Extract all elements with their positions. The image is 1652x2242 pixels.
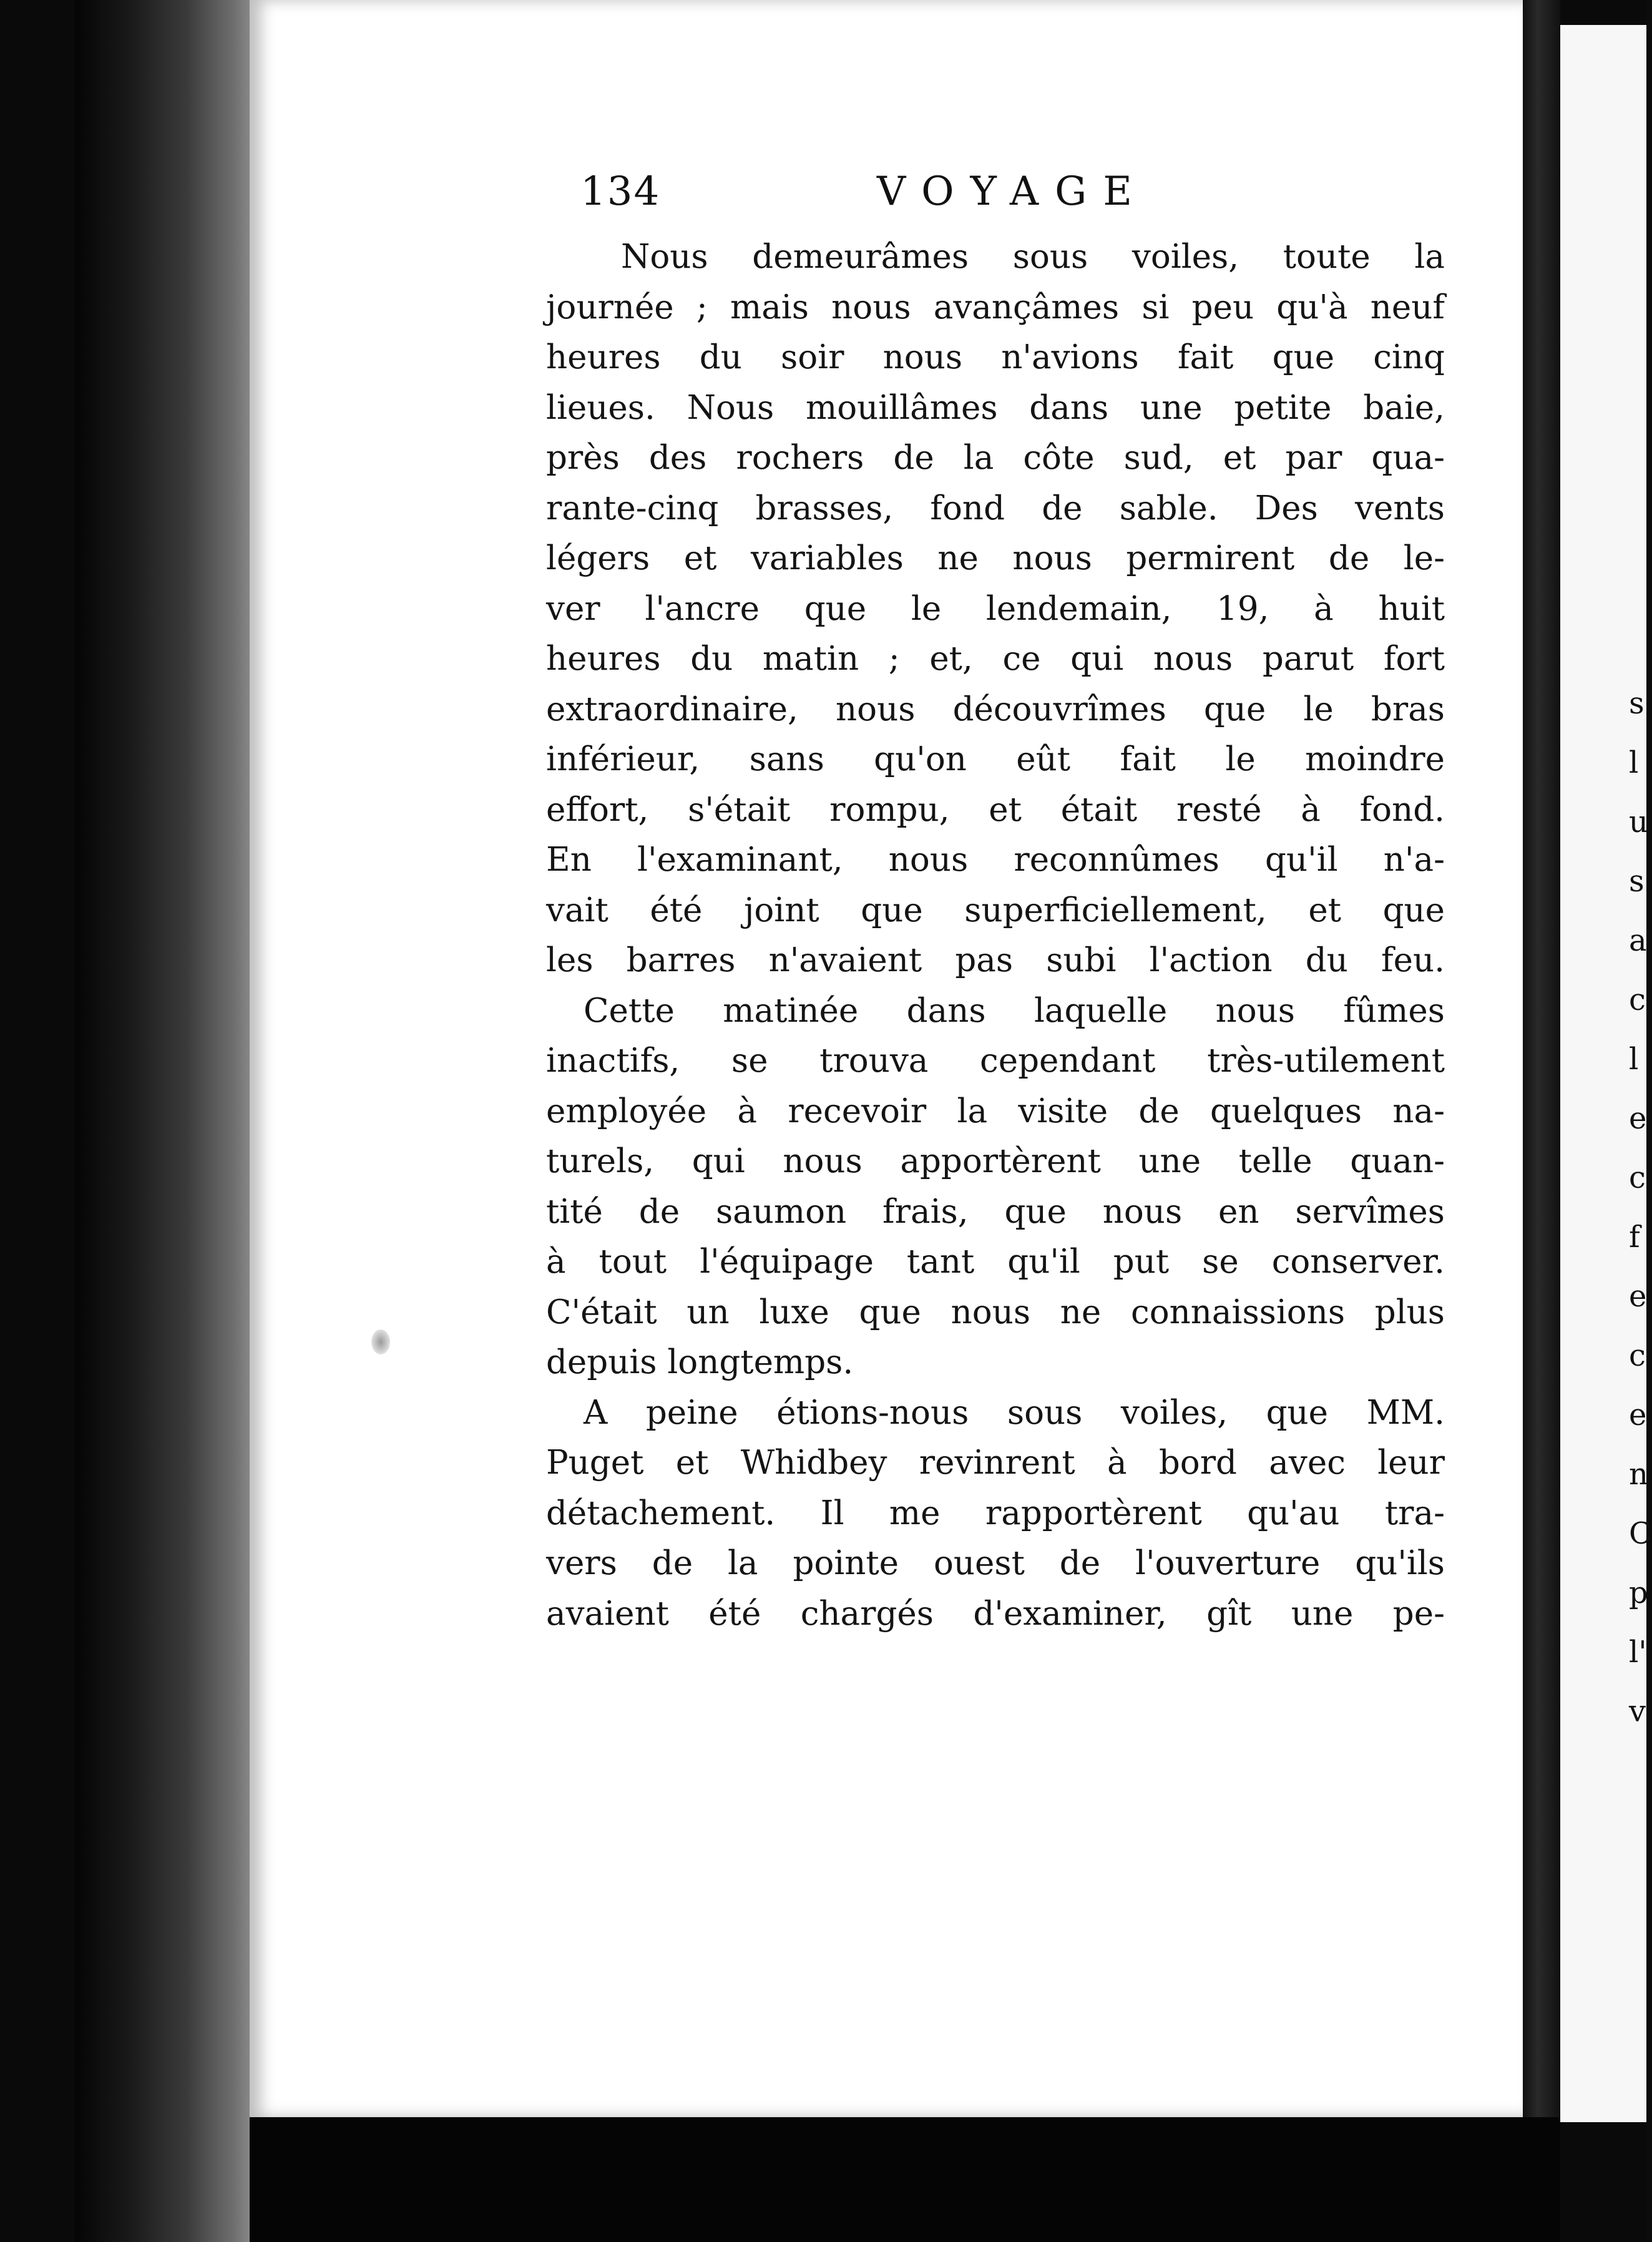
text-line: heures du matin ; et, ce qui nous parut fort bbox=[546, 640, 1445, 678]
text-line: turels, qui nous apportèrent une telle quan- bbox=[546, 1142, 1445, 1180]
body-text bbox=[546, 232, 1445, 1639]
text-line: détachement. Il me rapportèrent qu'au tra- bbox=[546, 1494, 1445, 1532]
facing-letter: l' bbox=[1629, 1635, 1647, 1670]
facing-letter: l bbox=[1629, 1042, 1639, 1077]
ink-smudge bbox=[371, 1329, 390, 1354]
text-line: vers de la pointe ouest de l'ouverture qu'ils bbox=[546, 1544, 1445, 1582]
facing-letter: n bbox=[1629, 1457, 1648, 1492]
text-line: employée à recevoir la visite de quelques na- bbox=[546, 1092, 1445, 1130]
text-line: effort, s'était rompu, et était resté à fond. bbox=[546, 790, 1445, 829]
facing-letter: v bbox=[1629, 1694, 1646, 1729]
facing-letter: s bbox=[1629, 686, 1645, 721]
scan-bottom-border bbox=[250, 2117, 1560, 2242]
facing-letter: c bbox=[1629, 1338, 1646, 1373]
text-line: heures du soir nous n'avions fait que cinq bbox=[546, 338, 1445, 376]
text-line: les barres n'avaient pas subi l'action du feu. bbox=[546, 941, 1445, 979]
facing-letter: e bbox=[1629, 1398, 1647, 1432]
facing-letter: c bbox=[1629, 982, 1646, 1017]
running-head: VOYAGE bbox=[877, 169, 1148, 215]
text-line: inactifs, se trouva cependant très-utilement bbox=[546, 1042, 1445, 1080]
text-line: près des rochers de la côte sud, et par qua- bbox=[546, 439, 1445, 477]
facing-letter: c bbox=[1629, 1160, 1646, 1195]
text-line: légers et variables ne nous permirent de le- bbox=[546, 539, 1445, 577]
facing-page-letters bbox=[1629, 674, 1652, 1741]
text-line: journée ; mais nous avançâmes si peu qu'à neuf bbox=[546, 288, 1445, 326]
text-line: C'était un luxe que nous ne connaissions plus bbox=[546, 1293, 1445, 1331]
facing-letter: s bbox=[1629, 864, 1645, 899]
page-number: 134 bbox=[580, 169, 661, 215]
facing-letter: e bbox=[1629, 1101, 1647, 1136]
text-line: ver l'ancre que le lendemain, 19, à huit bbox=[546, 589, 1445, 628]
text-line: A peine étions-nous sous voiles, que MM. bbox=[584, 1393, 1445, 1432]
text-line: rante-cinq brasses, fond de sable. Des vents bbox=[546, 489, 1445, 527]
text-line: extraordinaire, nous découvrîmes que le bras bbox=[546, 690, 1445, 728]
facing-letter: a bbox=[1629, 923, 1647, 958]
facing-letter: p bbox=[1629, 1575, 1648, 1610]
text-line: Cette matinée dans laquelle nous fûmes bbox=[584, 991, 1445, 1030]
facing-letter: f bbox=[1629, 1220, 1640, 1255]
facing-letter: l bbox=[1629, 745, 1639, 780]
text-line: tité de saumon frais, que nous en servîmes bbox=[546, 1192, 1445, 1231]
text-line: Nous demeurâmes sous voiles, toute la bbox=[621, 238, 1445, 276]
book-gutter bbox=[75, 0, 262, 2242]
text-line: inférieur, sans qu'on eût fait le moindre bbox=[546, 740, 1445, 778]
facing-letter: e bbox=[1629, 1279, 1647, 1314]
page-edge-shadow bbox=[1523, 0, 1560, 2242]
facing-letter: u bbox=[1629, 805, 1648, 840]
text-line: depuis longtemps. bbox=[546, 1343, 854, 1381]
text-line: En l'examinant, nous reconnûmes qu'il n'a- bbox=[546, 841, 1445, 879]
text-line: vait été joint que superficiellement, et que bbox=[546, 891, 1445, 929]
text-line: lieues. Nous mouillâmes dans une petite baie, bbox=[546, 388, 1445, 427]
text-line: Puget et Whidbey revinrent à bord avec leur bbox=[546, 1444, 1445, 1482]
page-header bbox=[580, 169, 1485, 237]
text-line: avaient été chargés d'examiner, gît une pe- bbox=[546, 1594, 1445, 1633]
facing-letter: C bbox=[1629, 1516, 1652, 1551]
text-line: à tout l'équipage tant qu'il put se conserver. bbox=[546, 1243, 1445, 1281]
